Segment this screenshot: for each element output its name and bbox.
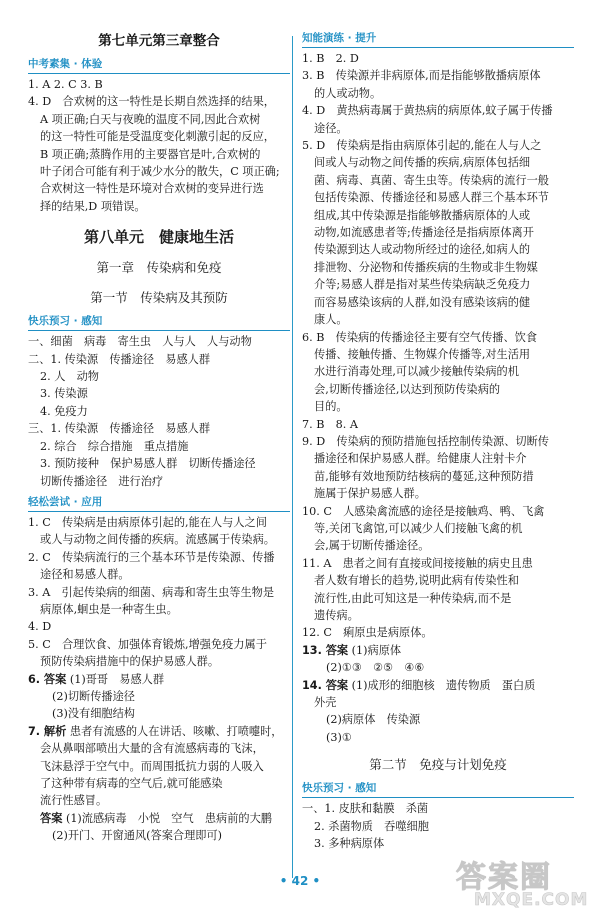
section-title-2: 第二节 免疫与计划免疫 bbox=[369, 757, 507, 773]
answer-block-q5: 5. C 合理饮食、加强体育锻炼,增强免疫力属于 预防传染病措施中的保护易感人群。 bbox=[28, 637, 267, 669]
answer-block-q7: 7. 解析 患者有流感的人在讲话、咳嗽、打喷嚏时， 会从鼻咽部喷出大量的含有流感病毒的飞沫， 飞沫悬浮于空气中。而周围抵抗力弱的人吸入 了这种带有病毒的空气后,就可能感染 流行性感冒。 答案 (1)流感病毒 小悦 空气 患病前的大鹏 (2)开门、开窗通风(答案合理即可) bbox=[28, 724, 283, 843]
chapter-title: 第一章 传染病和免疫 bbox=[96, 260, 222, 276]
answer-line-r12: 12. C 痢原虫是病原体。 bbox=[302, 626, 433, 640]
answer-block-q2: 2. C 传染病流行的三个基本环节是传染源、传播 途径和易感人群。 bbox=[28, 550, 275, 582]
answer-block-r13: 13. 答案 (1)病原体 (2)①③ ②⑤ ④⑥ bbox=[302, 643, 425, 675]
left-column bbox=[28, 30, 290, 845]
right-column bbox=[302, 30, 574, 852]
section-header-exam: 中考素集 · 体验 bbox=[28, 56, 290, 74]
answer-block-r6: 6. B 传染病的传播途径主要有空气传播、饮食 传播、接触传播、生物媒介传播等,对生活用 水进行消毒处理,可以减少接触传染病的机 会,切断传播途径,以达到预防传染病的 目的。 bbox=[302, 330, 538, 414]
section-title: 第一节 传染病及其预防 bbox=[90, 290, 228, 306]
answer-block-r4: 4. D 黄热病毒属于黄热病的病原体,蚊子属于传播 途径。 bbox=[302, 104, 553, 135]
watermark-logo bbox=[456, 852, 592, 912]
answer-block-r10: 10. C 人感染禽流感的途径是接触鸡、鸭、飞禽 等,关闭飞禽馆,可以减少人们接触飞禽的机 会,属于切断传播途径。 bbox=[302, 504, 545, 553]
answer-block-r9: 9. D 传染病的预防措施包括控制传染源、切断传 播途径和保护易感人群。给健康人注射卡介 苗,能够有效地预防结核病的蔓延,这种预防措 施属于保护易感人群。 bbox=[302, 434, 549, 501]
answer-block-4: 4. D 合欢树的这一特性是长期自然选择的结果， A 项正确;白天与夜晚的温度不同,因此合欢树 的这一特性可能是受温度变化刺激引起的反应， B 项正确;蒸腾作用的主要器官是叶,合欢树的 叶子闭合可能有利于减少水分的散失，C 项正确; 合欢树这一特性是环境对合欢树的变异进行选 择的结果,D 项错误。 bbox=[28, 95, 280, 213]
section-header-practice: 轻松尝试 · 应用 bbox=[28, 494, 290, 512]
answer-line-r7: 7. B 8. A bbox=[302, 417, 358, 431]
answer-block-q6: 6. 答案 (1)哥哥 易感人群 (2)切断传播途径 (3)没有细胞结构 bbox=[28, 672, 165, 721]
preview-answers: 一、细菌 病毒 寄生虫 人与人 人与动物 二、1. 传染源 传播途径 易感人群 2. 人 动物 3. 传染源 4. 免疫力 三、1. 传染源 传播途径 易感人群 2. 综合 综合措施 重点措施 3. 预防接种 保护易感人群 切断传播途径 切断传播途径 进行治疗 bbox=[28, 335, 256, 488]
page-number: • 42 • bbox=[279, 874, 321, 888]
answer-block-r11: 11. A 患者之间有直接或间接接触的病史且患 者人数有增长的趋势,说明此病有传染性和 流行性,由此可知这是一种传染病,而不是 遗传病。 bbox=[302, 556, 533, 622]
answer-block-r3: 3. B 传染源并非病原体,而是指能够散播病原体 的人或动物。 bbox=[302, 69, 541, 100]
answer-line-r1: 1. B 2. D bbox=[302, 52, 359, 65]
answer-block-r5: 5. D 传染病是指由病原体引起的,能在人与人之 间或人与动物之间传播的疾病,病原体包括细 菌、病毒、真菌、寄生虫等。传染病的流行一般 包括传染源、传播途径和易感人群三个基本环节 组成,其中传染源是指能够散播病原体的人或 动物,如流感患者等;传播途径是指病原体离开 传染源到达人或动物所经过的途径,如病人的 排泄物、分泌物和传播疾病的生物或非生物媒 介等;易感人群是指对某些传染病缺乏免疫力 而容易感染该病的人群,如没有感染该病的健 康人。 bbox=[302, 139, 549, 327]
answer-block-r14: 14. 答案 (1)成形的细胞核 遗传物质 蛋白质 外壳 (2)病原体 传染源 (3)① bbox=[302, 678, 536, 744]
answer-line-q4: 4. D bbox=[28, 620, 52, 634]
preview-answers-2: 一、1. 皮肤和黏膜 杀菌 2. 杀菌物质 吞噬细胞 3. 多种病原体 bbox=[302, 802, 429, 851]
chapter-summary-title: 第七单元第三章整合 bbox=[98, 33, 220, 49]
answer-block-q3: 3. A 引起传染病的细菌、病毒和寄生虫等生物是 病原体,蛔虫是一种寄生虫。 bbox=[28, 585, 275, 616]
watermark-url: MXQE.COM bbox=[474, 890, 589, 910]
answer-block-q1: 1. C 传染病是由病原体引起的,能在人与人之间 或人与动物之间传播的疾病。流感属于传染病。 bbox=[28, 515, 275, 547]
watermark-text: 答案圈 bbox=[456, 860, 552, 895]
section-header-preview-2: 快乐预习 · 感知 bbox=[302, 780, 574, 798]
column-divider bbox=[292, 36, 293, 878]
unit-title: 第八单元 健康地生活 bbox=[83, 228, 234, 247]
answer-line: 1. A 2. C 3. B bbox=[28, 78, 103, 91]
section-header-improve: 知能演练 · 提升 bbox=[302, 30, 574, 48]
section-header-preview: 快乐预习 · 感知 bbox=[28, 313, 290, 331]
